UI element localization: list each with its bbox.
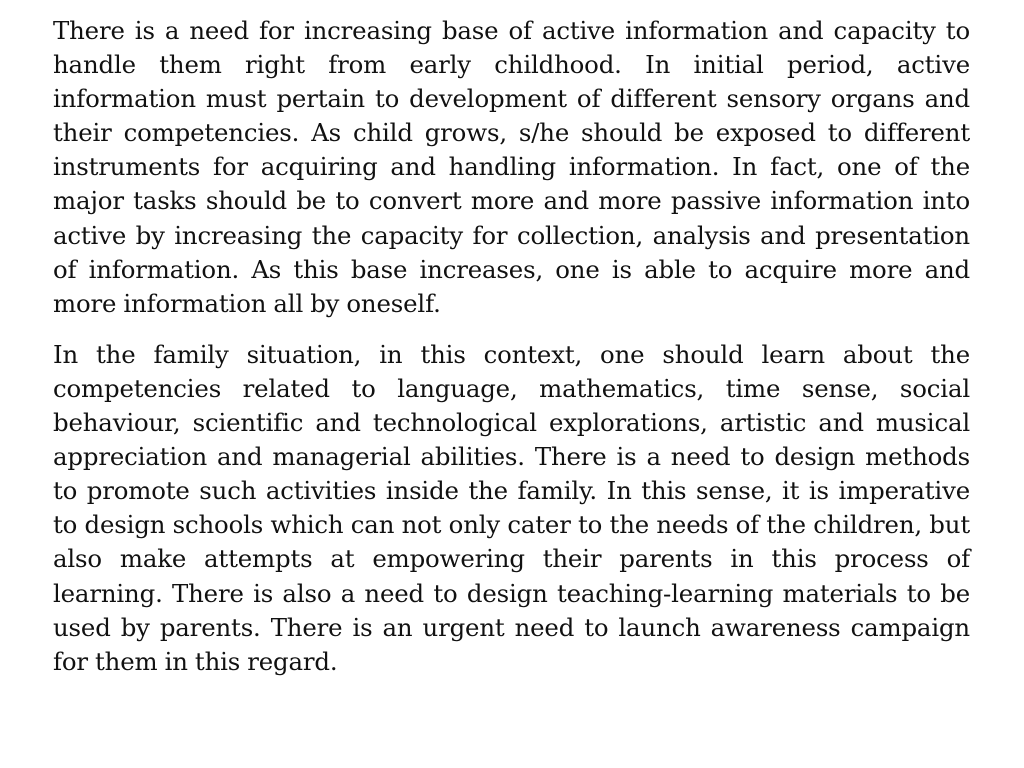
paragraph-family-situation: In the family situation, in this context, one should learn about the competencies related to language, mathematics, time sense, social behaviour, scientific and technological explorations, artistic and musical appreciation and managerial abilities. There is a need to design methods to promote such activities inside the family. In this sense, it is imperative to design schools which can not only cater to the needs of the children, but also make attempts at empowering their parents in this process of learning. There is also a need to design teaching-learning materials to be used by parents. There is an urgent need to launch awareness campaign for them in this regard.: [53, 339, 970, 676]
document-page: [53, 14, 970, 679]
paragraph-active-information: There is a need for increasing base of active information and capacity to handle them right from early childhood. In initial period, active information must pertain to development of different sensory organs and their competencies. As child grows, s/he should be exposed to different instruments for acquiring and handling information. In fact, one of the major tasks should be to convert more and more passive information into active by increasing the capacity for collection, analysis and presentation of information. As this base increases, one is able to acquire more and more information all by oneself.: [53, 16, 970, 318]
